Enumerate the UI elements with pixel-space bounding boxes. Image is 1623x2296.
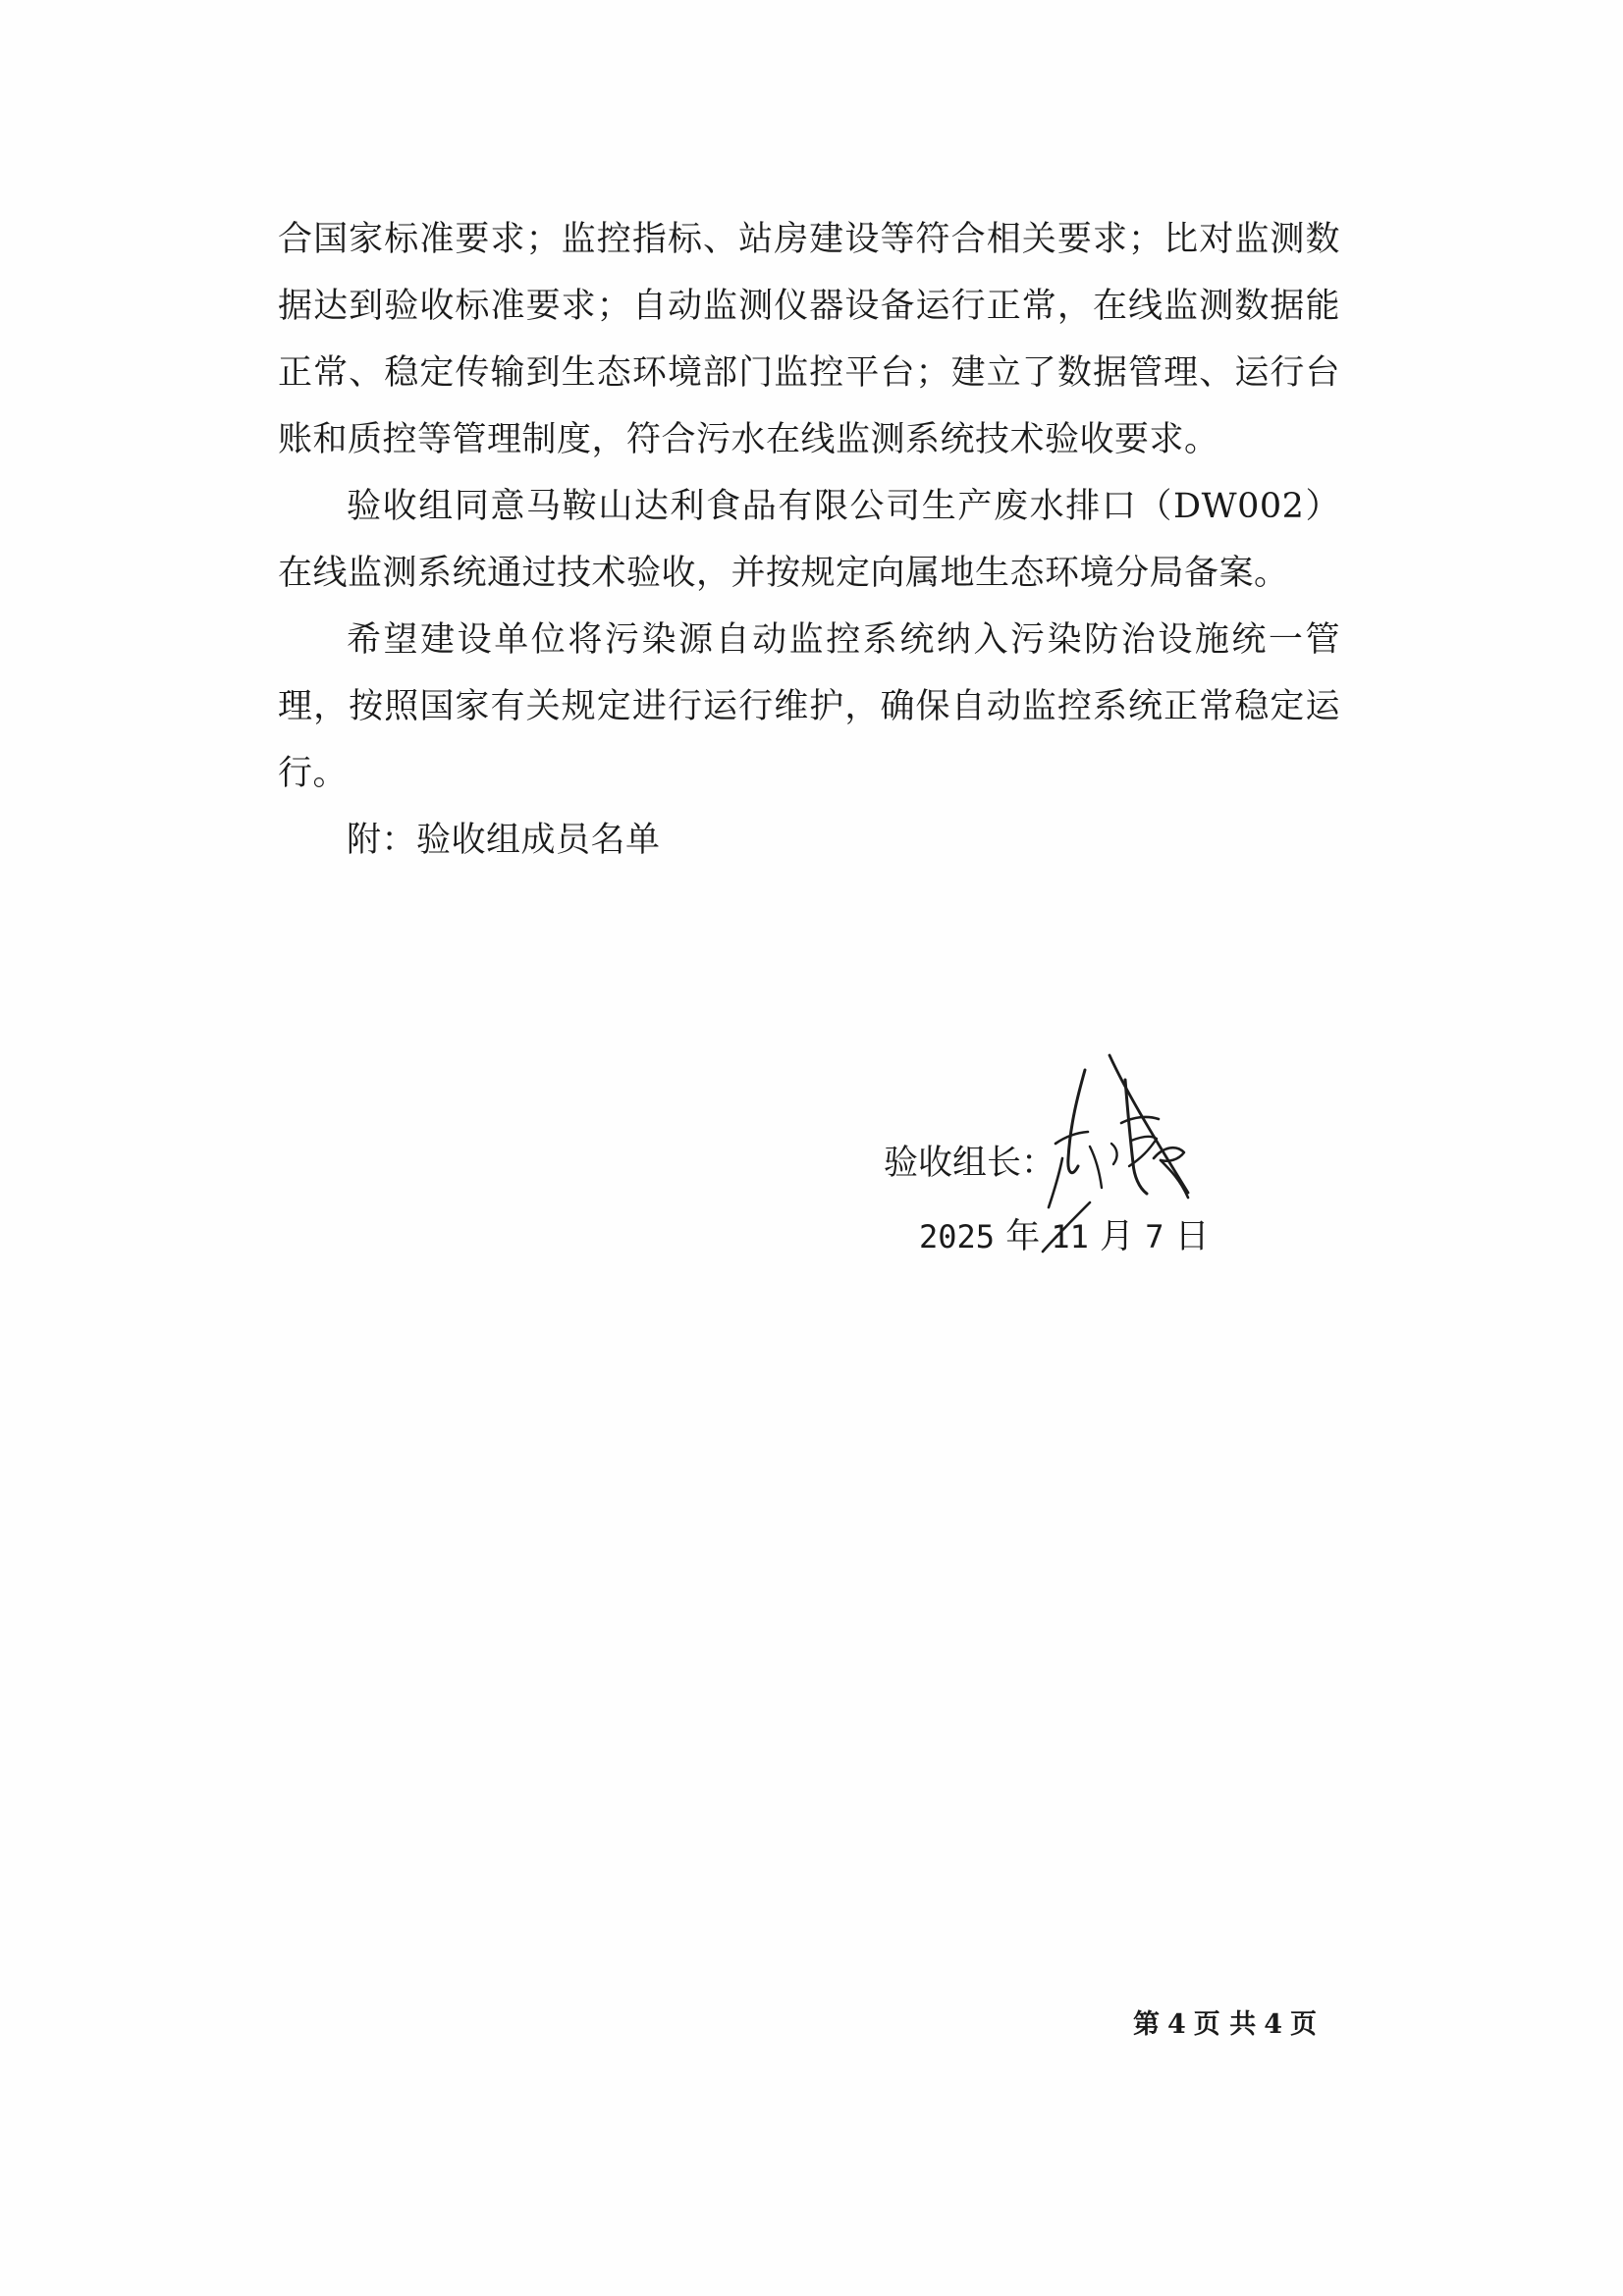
paragraph-recommendation: 希望建设单位将污染源自动监控系统纳入污染防治设施统一管理，按照国家有关规定进行运行维护，确保自动监控系统正常稳定运行。 [278, 620, 1340, 793]
footer-current-page: 4 [1167, 2009, 1186, 2040]
page-number-footer [1129, 2002, 1321, 2041]
paragraph-attachment: 附：验收组成员名单 [347, 821, 661, 860]
date-year-unit: 年 [1005, 1217, 1041, 1256]
date-month-unit: 月 [1100, 1217, 1135, 1256]
handwritten-signature [1031, 1050, 1198, 1276]
footer-suffix: 页 [1290, 2009, 1317, 2040]
signature-label: 验收组长： [884, 1144, 1056, 1183]
footer-total-pages: 4 [1264, 2009, 1282, 2040]
document-body [278, 206, 1340, 874]
footer-prefix: 第 [1133, 2009, 1160, 2040]
paragraph-approval: 验收组同意马鞍山达利食品有限公司生产废水排口（DW002）在线监测系统通过技术验收，并按规定向属地生态环境分局备案。 [278, 487, 1340, 593]
footer-middle: 页 共 [1193, 2009, 1257, 2040]
date-year: 2025 [919, 1218, 996, 1255]
paragraph-conclusion: 合国家标准要求；监控指标、站房建设等符合相关要求；比对监测数据达到验收标准要求；自动监测仪器设备运行正常，在线监测数据能正常、稳定传输到生态环境部门监控平台；建立了数据管理、运行台账和质控等管理制度，符合污水在线监测系统技术验收要求。 [278, 220, 1340, 459]
date-day-unit: 日 [1174, 1217, 1210, 1256]
signature-block [884, 1119, 1296, 1276]
date-month: 11 [1051, 1218, 1089, 1255]
date-day: 7 [1145, 1218, 1164, 1255]
